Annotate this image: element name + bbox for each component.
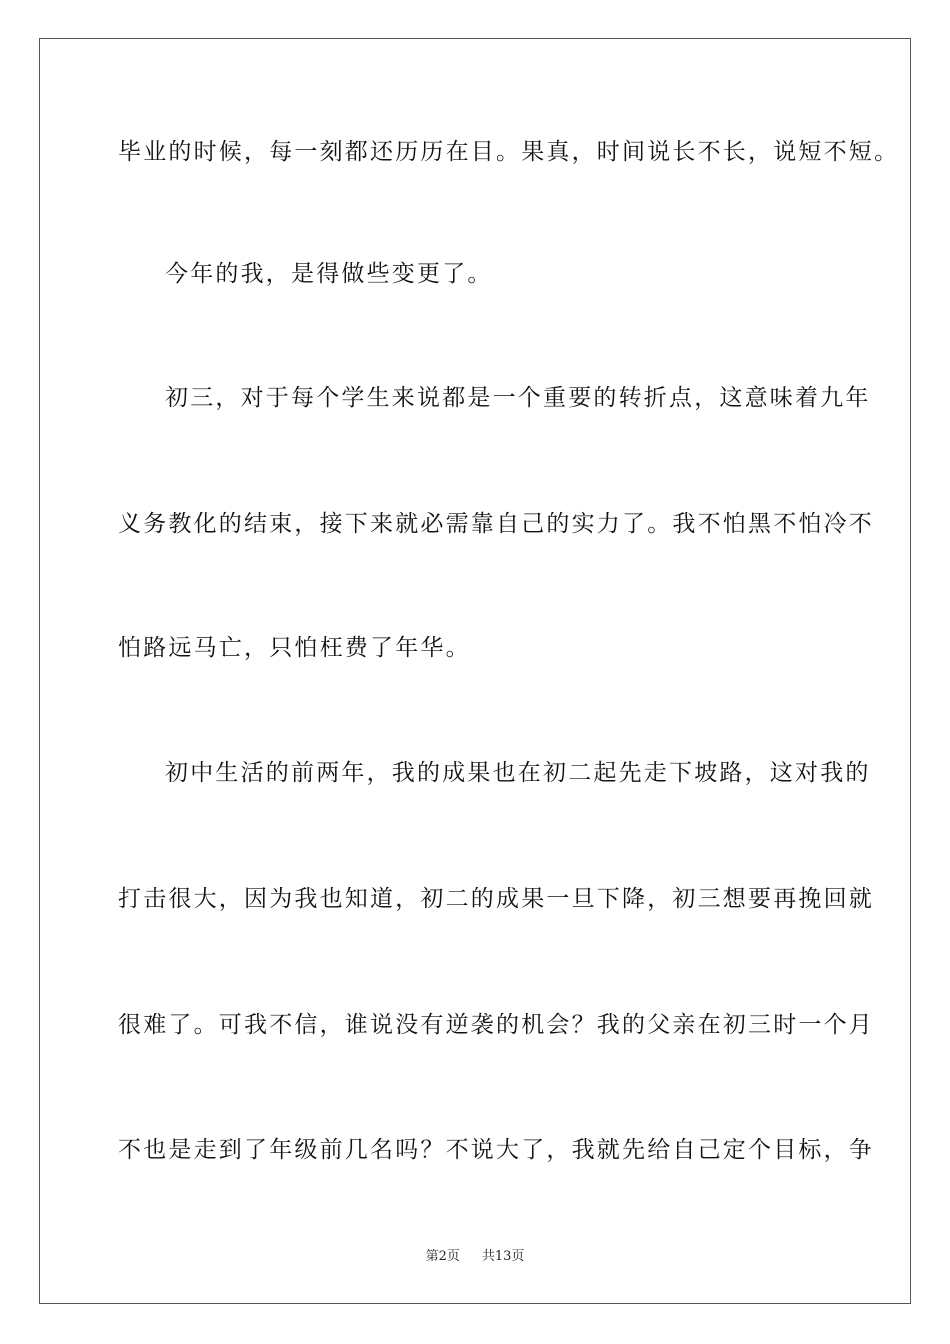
text-line-2: 今年的我，是得做些变更了。: [165, 261, 493, 287]
text-line-3: 初三，对于每个学生来说都是一个重要的转折点，这意味着九年: [165, 385, 871, 411]
text-line-7: 打击很大，因为我也知道，初二的成果一旦下降，初三想要再挽回就: [118, 886, 874, 912]
text-line-1: 毕业的时候，每一刻都还历历在目。果真，时间说长不长，说短不短。: [118, 139, 900, 165]
page-number: 第2页: [425, 1249, 460, 1264]
page-border: [39, 38, 911, 1304]
text-line-5: 怕路远马亡，只怕枉费了年华。: [118, 635, 471, 661]
text-line-9: 不也是走到了年级前几名吗？不说大了，我就先给自己定个目标，争: [118, 1137, 874, 1163]
text-line-4: 义务教化的结束，接下来就必需靠自己的实力了。我不怕黑不怕冷不: [118, 511, 874, 537]
page-footer: [0, 1245, 950, 1264]
page-total: 共13页: [481, 1249, 525, 1264]
text-line-6: 初中生活的前两年，我的成果也在初二起先走下坡路，这对我的: [165, 760, 871, 786]
text-line-8: 很难了。可我不信，谁说没有逆袭的机会？我的父亲在初三时一个月: [118, 1012, 874, 1038]
